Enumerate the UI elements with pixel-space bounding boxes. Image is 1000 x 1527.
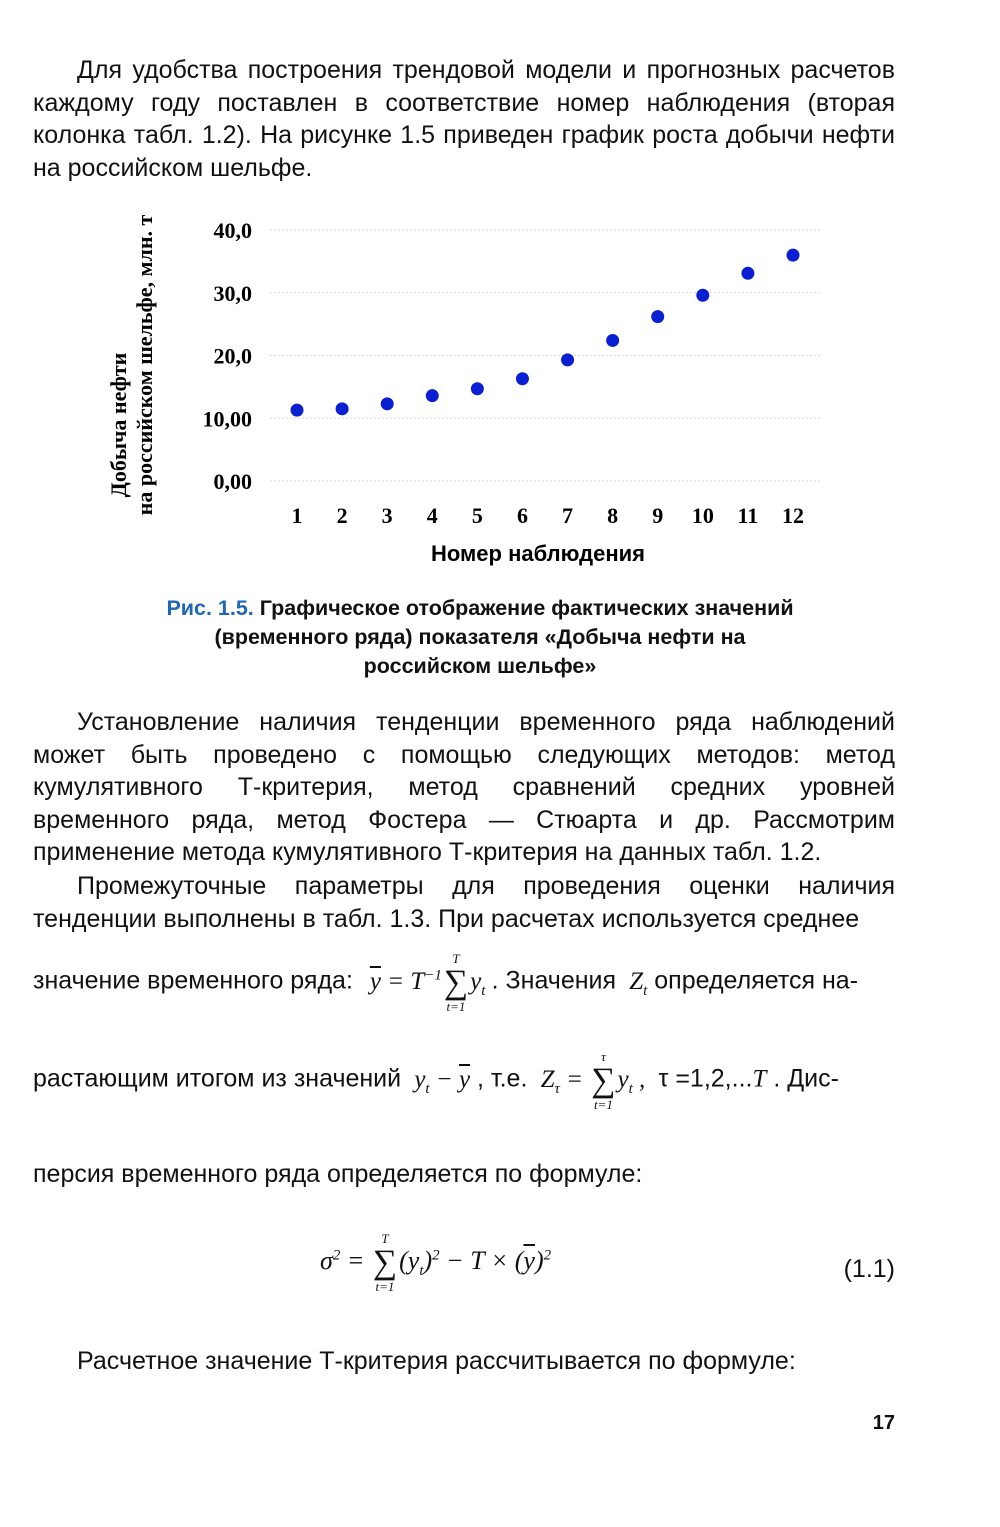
intro-paragraph: Для удобства построения трендовой модели и прогнозных расчетов каждому году поставлен в соответствие номер наблюдения (вторая колонка табл. 1.2). На рисунке 1.5 приведен график роста добычи нефти на российском шельфе. [33, 56, 895, 182]
y-axis-label-line2: на российском шельфе, млн. т [132, 214, 157, 516]
equation-number: (1.1) [843, 1255, 895, 1283]
data-point [426, 389, 439, 402]
x-tick-label: 3 [381, 503, 393, 528]
figure-caption [150, 594, 810, 681]
y-tick-label: 20,0 [213, 343, 252, 369]
t-criterion-paragraph: Расчетное значение Т-критерия рассчитывается по формуле: [77, 1347, 796, 1375]
tau-range: τ =1,2,... [658, 1064, 753, 1093]
y-tick-label: 0,00 [213, 469, 252, 494]
parameters-paragraph: Промежуточные параметры для проведения оценки наличия тенденции выполнены в табл. 1.3. При расчетах используется среднее [33, 872, 895, 933]
x-tick-label: 12 [782, 503, 804, 528]
figure-caption-text: Графическое отображение фактических значений (временного ряда) показателя «Добыча нефти на российском шельфе» [214, 596, 794, 678]
x-tick-label: 6 [516, 503, 528, 528]
x-tick-label: 11 [737, 503, 759, 528]
data-point [741, 267, 754, 280]
data-point [381, 397, 394, 410]
y-tick-label: 40,0 [213, 218, 252, 243]
x-tick-label: 7 [562, 503, 574, 528]
oil-production-scatter-chart [80, 185, 840, 585]
formula-line-1-end: определяется на- [654, 966, 859, 995]
formula-line-2-mid: , т.е. [477, 1064, 528, 1093]
data-point [291, 404, 304, 417]
y-tick-label: 10,00 [202, 406, 252, 432]
formula-line-1 [33, 952, 895, 1014]
cumulative-formula: $Z_\tau$ = τ ∑ t=1 $y_t$ , [534, 1049, 652, 1112]
data-point [561, 353, 574, 366]
x-tick-label: 5 [471, 503, 483, 528]
y-tick-label: 30,0 [213, 280, 252, 306]
formula-line-1-mid: . Значения [491, 966, 617, 995]
data-point [471, 382, 484, 395]
methods-paragraph: Установление наличия тенденции временного ряда наблюдений может быть проведено с помощью следующих методов: метод кумулятивного Т-критерия, метод сравнений средних уровней временного ряда, метод Фостера — Стюарта и др. Рассмотрим применение метода кумулятивного Т-критерия на данных табл. 1.2. [33, 708, 895, 866]
formula-line-2 [33, 1050, 895, 1112]
data-point [787, 249, 800, 262]
variance-formula: $\sigma^2$ = T ∑ t=1 $(y_t)^2 - T \times (\overline{y})^2$ [320, 1231, 552, 1294]
formula-line-2-end: . Дис- [773, 1064, 839, 1093]
data-point [336, 402, 349, 415]
x-tick-label: 8 [607, 503, 619, 528]
x-tick-label: 1 [291, 503, 303, 528]
x-axis-label: Номер наблюдения [431, 541, 645, 566]
x-tick-label: 9 [652, 503, 664, 528]
data-point [696, 289, 709, 302]
figure-label: Рис. 1.5. [166, 596, 254, 620]
x-tick-label: 2 [336, 503, 348, 528]
t-symbol: T [752, 1065, 767, 1093]
deviation-expression: $y_t - \overline{y}$ [408, 1065, 471, 1097]
data-point [516, 372, 529, 385]
data-point [606, 334, 619, 347]
x-tick-label: 4 [426, 503, 438, 528]
mean-formula: $\overline{y} = T^{-1}$ T ∑ t=1 $y_t$ [369, 951, 486, 1014]
y-axis-label-line1: Добыча нефти [106, 352, 131, 498]
formula-line-2-text: растающим итогом из значений [33, 1064, 402, 1093]
x-tick-label: 10 [691, 503, 714, 528]
formula-line-1-text: значение временного ряда: [33, 966, 353, 995]
page-number: 17 [872, 1412, 895, 1434]
data-point [651, 310, 664, 323]
formula-line-3: персия временного ряда определяется по формуле: [33, 1160, 643, 1188]
z-symbol: $Z_t$ [622, 967, 648, 999]
